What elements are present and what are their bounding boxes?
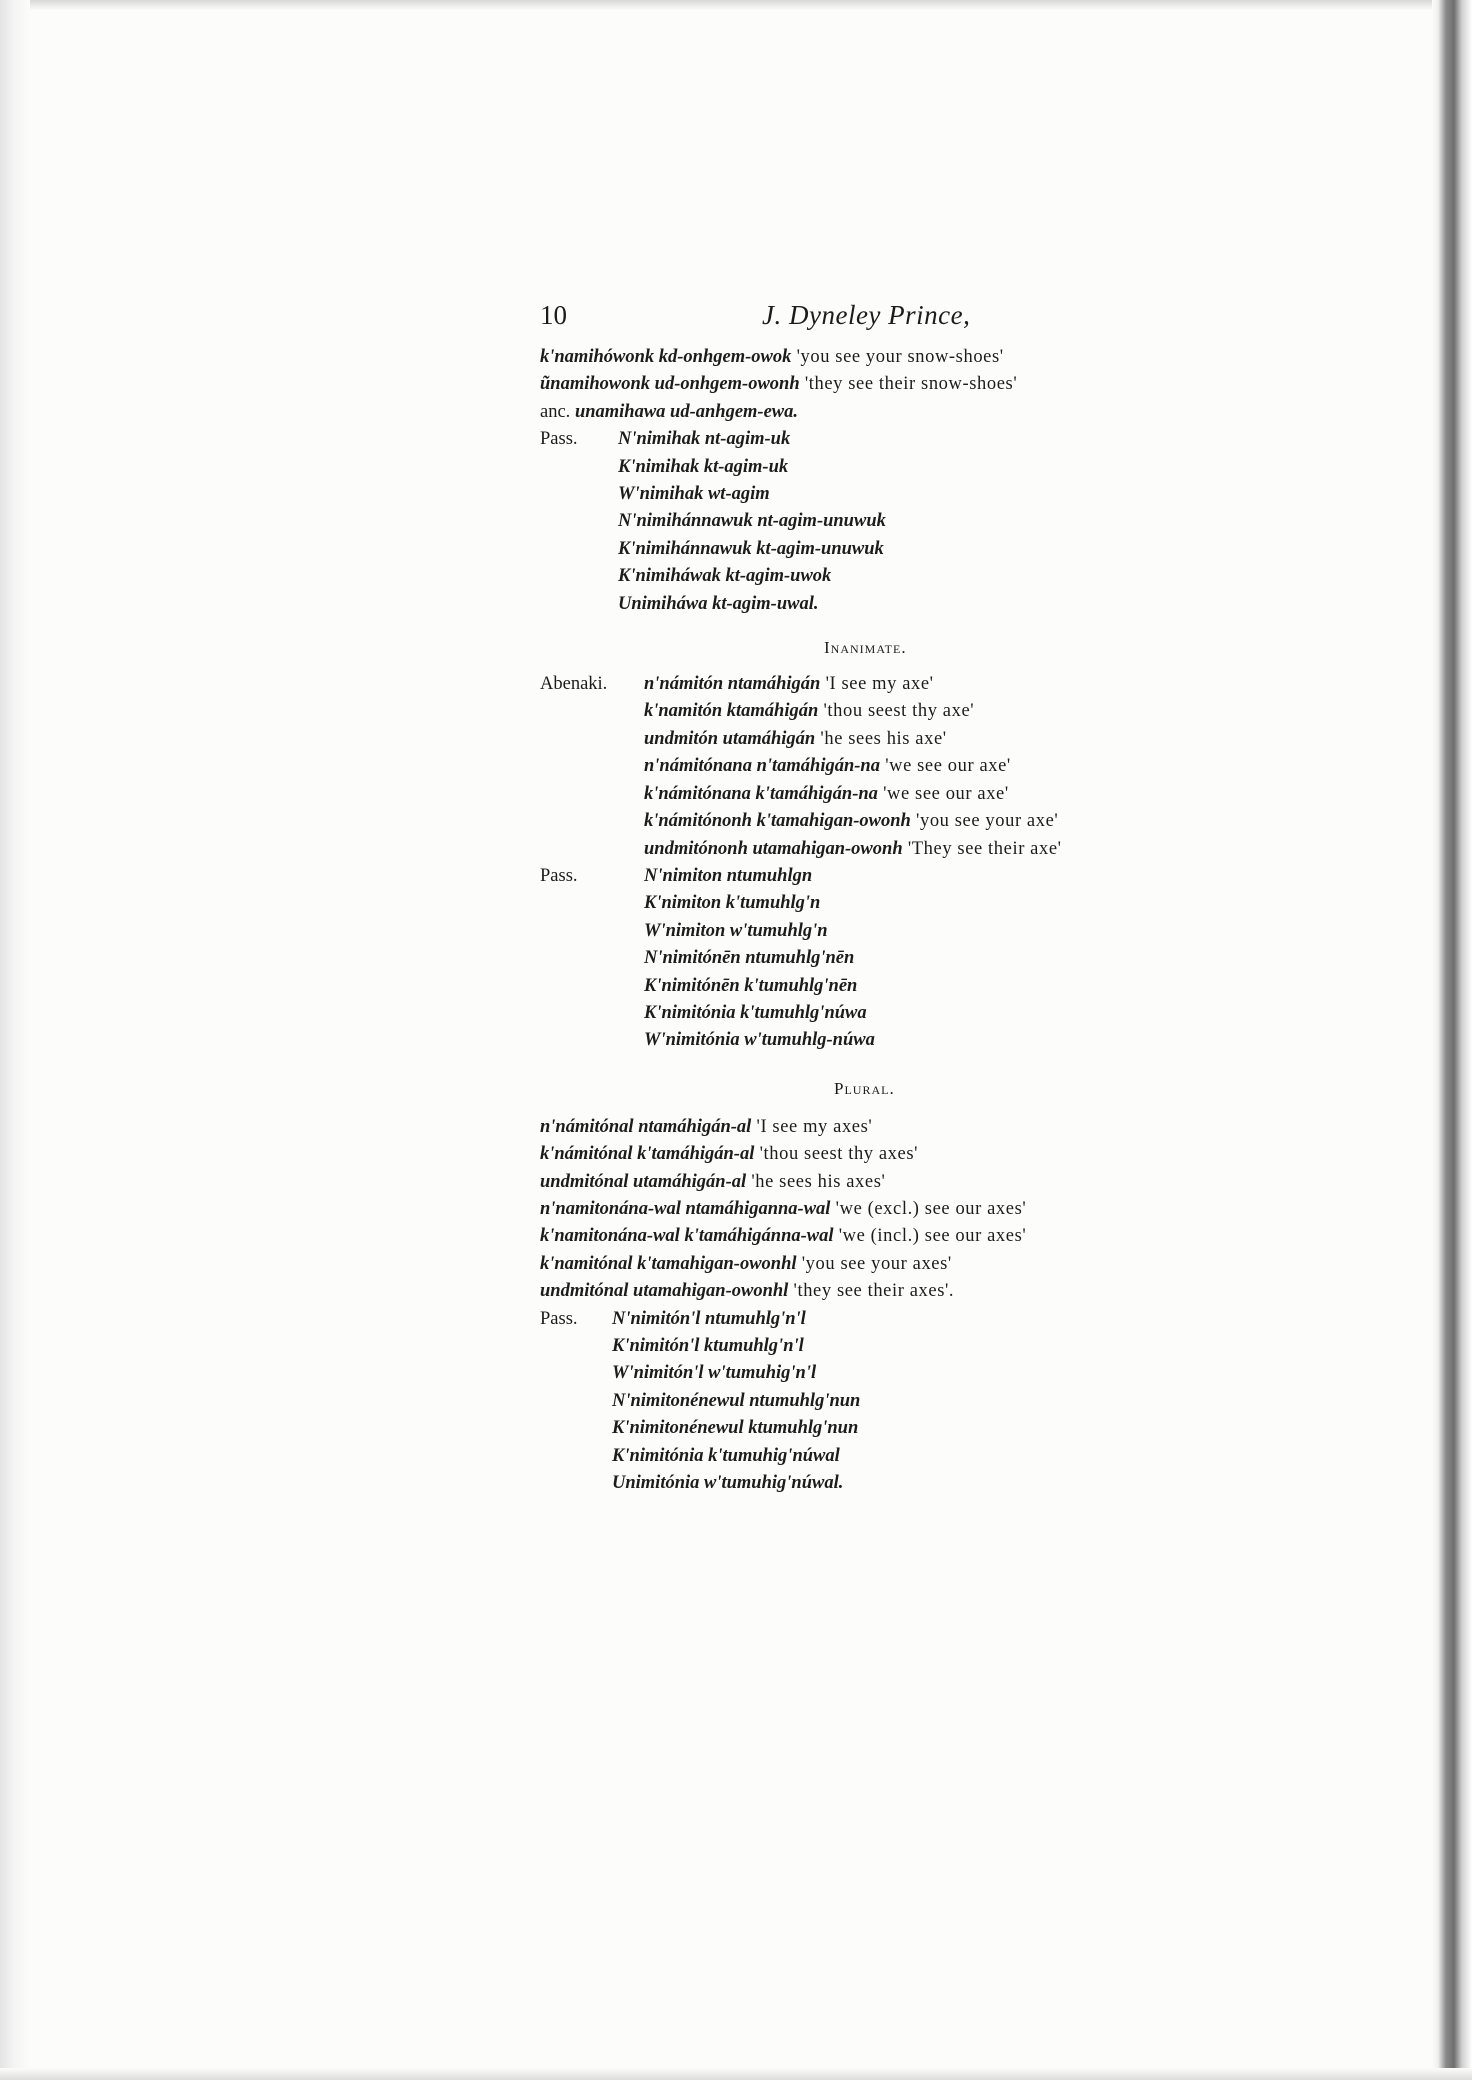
passive-block bbox=[540, 426, 1240, 618]
text-line bbox=[540, 1251, 1240, 1278]
gloss: 'he sees his axe' bbox=[815, 728, 947, 749]
native-form: Unimiháwa kt-agim-uwal. bbox=[618, 593, 819, 614]
page-content bbox=[540, 300, 1240, 1497]
gloss: 'they see their axes'. bbox=[788, 1281, 955, 1302]
gloss: 'thou seest thy axe' bbox=[818, 701, 975, 722]
abenaki-forms bbox=[644, 671, 1062, 863]
native-form: W'nimitón'l w'tumuhig'n'l bbox=[612, 1363, 817, 1384]
native-form: N'nimihánnawuk nt-agim-unuwuk bbox=[618, 511, 886, 532]
native-form: undmitónonh utamahigan-owonh bbox=[644, 838, 903, 859]
section-heading-inanimate: Inanimate. bbox=[824, 638, 907, 658]
page-number: 10 bbox=[540, 300, 567, 330]
page-top-edge bbox=[0, 0, 1472, 10]
page-bottom-edge bbox=[0, 2068, 1472, 2080]
gloss: 'you see your axes' bbox=[796, 1253, 952, 1274]
native-form: undmitónal utamahigan-owonhl bbox=[540, 1281, 789, 1302]
native-form: K'nimiton k'tumuhlg'n bbox=[644, 893, 821, 914]
text-line bbox=[540, 371, 1240, 398]
gloss: 'we (excl.) see our axes' bbox=[830, 1198, 1027, 1219]
gloss: 'we see our axe' bbox=[877, 783, 1009, 804]
native-form: n'námitónana n'tamáhigán-na bbox=[644, 756, 880, 777]
gloss: 'he sees his axes' bbox=[746, 1171, 886, 1192]
line-prefix: anc. bbox=[540, 401, 575, 422]
page-right-edge bbox=[1432, 0, 1472, 2080]
native-form: n'námitónal ntamáhigán-al bbox=[540, 1116, 752, 1137]
gloss: 'I see my axes' bbox=[751, 1116, 873, 1137]
text-line bbox=[644, 726, 1062, 753]
passive-label: Pass. bbox=[540, 429, 578, 450]
plural-forms bbox=[540, 1114, 1240, 1306]
native-form: K'nimitónia k'tumuhlg'núwa bbox=[644, 1002, 867, 1023]
abenaki-block bbox=[540, 671, 1240, 863]
gloss: 'we (incl.) see our axes' bbox=[833, 1226, 1027, 1247]
gloss: 'you see your axe' bbox=[910, 811, 1059, 832]
native-form: N'nimitónēn ntumuhlg'nēn bbox=[644, 948, 855, 969]
text-line bbox=[540, 1169, 1240, 1196]
native-form: k'námitónana k'tamáhigán-na bbox=[644, 783, 878, 804]
native-form: K'nimihánnawuk kt-agim-unuwuk bbox=[618, 538, 884, 559]
native-form: k'namitón ktamáhigán bbox=[644, 701, 819, 722]
passive-forms bbox=[612, 1306, 860, 1498]
running-head: J. Dyneley Prince, bbox=[762, 300, 971, 330]
native-form: K'nimitónia k'tumuhig'núwal bbox=[612, 1445, 840, 1466]
gloss: 'They see their axe' bbox=[902, 838, 1062, 859]
text-line bbox=[540, 344, 1240, 371]
text-line bbox=[644, 671, 1062, 698]
native-form: unamihawa ud-anhgem-ewa. bbox=[574, 401, 799, 422]
native-form: K'nimitonénewul ktumuhlg'nun bbox=[612, 1418, 859, 1439]
page-left-edge bbox=[0, 0, 30, 2080]
passive-label: Pass. bbox=[540, 865, 578, 886]
native-form: k'námitónal k'tamáhigán-al bbox=[540, 1144, 755, 1165]
text-line bbox=[644, 698, 1062, 725]
native-form: W'nimihak wt-agim bbox=[618, 484, 770, 505]
native-form: Unimitónia w'tumuhig'núwal. bbox=[612, 1473, 844, 1494]
native-form: K'nimitónēn k'tumuhlg'nēn bbox=[644, 975, 858, 996]
text-line bbox=[540, 399, 1240, 426]
passive-block bbox=[540, 863, 1240, 1055]
native-form: N'nimitón'l ntumuhlg'n'l bbox=[612, 1308, 806, 1329]
text-line bbox=[540, 1278, 1240, 1305]
native-form: ũnamihowonk ud-onhgem-owonh bbox=[540, 374, 800, 395]
native-form: k'namitónal k'tamahigan-owonhl bbox=[540, 1253, 797, 1274]
native-form: K'nimitón'l ktumuhlg'n'l bbox=[612, 1336, 804, 1356]
passive-block bbox=[540, 1306, 1240, 1498]
native-form: undmitón utamáhigán bbox=[644, 728, 816, 749]
gloss: 'you see your snow-shoes' bbox=[791, 347, 1004, 367]
native-form: undmitónal utamáhigán-al bbox=[540, 1171, 747, 1192]
gloss: 'thou seest thy axes' bbox=[754, 1144, 919, 1165]
native-form: k'namitonána-wal k'tamáhigánna-wal bbox=[540, 1226, 834, 1247]
text-line bbox=[540, 1196, 1240, 1223]
passive-label: Pass. bbox=[540, 1308, 578, 1329]
native-form: W'nimiton w'tumuhlg'n bbox=[644, 920, 828, 941]
native-form: W'nimitónia w'tumuhlg-núwa bbox=[644, 1030, 875, 1051]
passive-forms bbox=[644, 863, 875, 1055]
passive-forms bbox=[618, 426, 886, 618]
gloss: 'we see our axe' bbox=[879, 756, 1011, 777]
language-label: Abenaki. bbox=[540, 674, 608, 695]
text-line bbox=[644, 836, 1062, 863]
gloss: 'I see my axe' bbox=[820, 674, 934, 695]
gloss: 'they see their snow-shoes' bbox=[799, 374, 1018, 395]
native-form: K'nimiháwak kt-agim-uwok bbox=[618, 566, 832, 587]
native-form: N'nimihak nt-agim-uk bbox=[618, 429, 791, 450]
text-line bbox=[644, 781, 1062, 808]
native-form: k'námitónonh k'tamahigan-owonh bbox=[644, 811, 911, 832]
native-form: N'nimitonénewul ntumuhlg'nun bbox=[612, 1390, 861, 1411]
native-form: n'namitonána-wal ntamáhiganna-wal bbox=[540, 1198, 831, 1219]
page-header bbox=[540, 300, 1240, 344]
text-line bbox=[540, 1141, 1240, 1168]
text-line bbox=[644, 753, 1062, 780]
section-heading-plural: Plural. bbox=[834, 1078, 895, 1098]
native-form: N'nimiton ntumuhlgn bbox=[644, 865, 813, 886]
text-line bbox=[540, 1223, 1240, 1250]
native-form: k'namihówonk kd-onhgem-owok bbox=[540, 347, 792, 367]
native-form: n'námitón ntamáhigán bbox=[644, 674, 821, 695]
native-form: K'nimihak kt-agim-uk bbox=[618, 456, 789, 477]
text-line bbox=[540, 1114, 1240, 1141]
text-line bbox=[644, 808, 1062, 835]
